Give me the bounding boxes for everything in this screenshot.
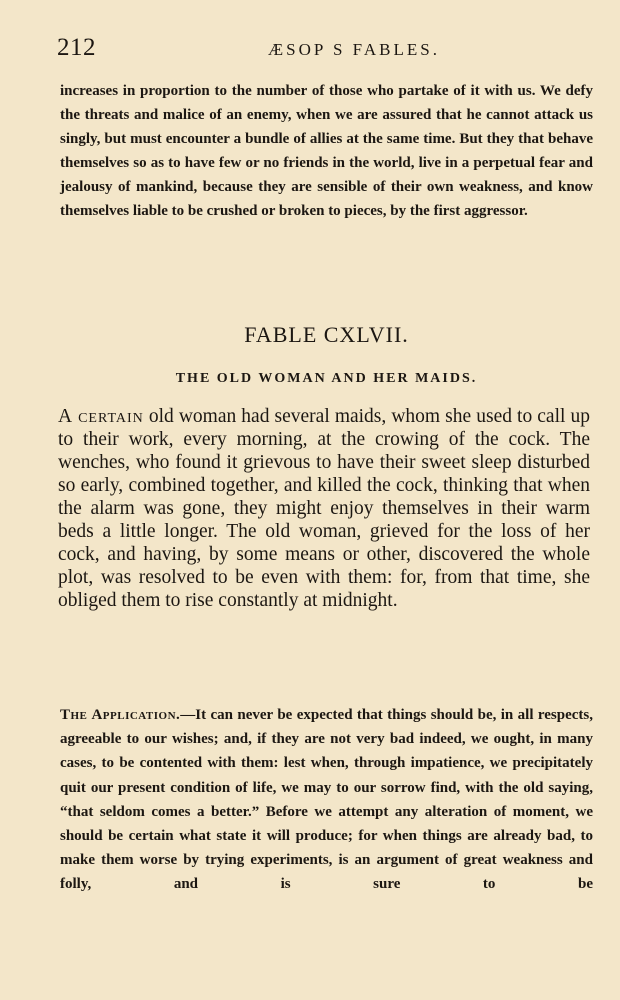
- fable-body-text: old woman had several maids, whom she used to call up to their work, every morning, at the crowing of the cock. The wenches, who found it grievous to have their sweet sleep disturbed so early, combined together, and killed the cock, thinking that when the alarm was gone, they might enjoy themselves in their warm beds a little longer. The old woman, grieved for the loss of her cock, and having, by some means or other, discovered the whole plot, was resolved to be even with them: for, from that time, she obliged them to rise constantly at midnight.: [58, 406, 590, 611]
- page-number: 212: [57, 34, 96, 61]
- intro-paragraph: increases in proportion to the number of those who partake of it with us. We defy the threats and malice of an enemy, when we are assured that he cannot attack us singly, but must encounter a bundle of allies at the same time. But they that behave themselves so as to have few or no friends in the world, live in a perpetual fear and jealousy of mankind, because they are sensible of their own weakness, and know themselves liable to be crushed or broken to pieces, by the first aggressor.: [60, 83, 593, 219]
- fable-body-lead: A certain: [58, 406, 144, 427]
- fable-title: THE OLD WOMAN AND HER MAIDS.: [175, 371, 478, 386]
- running-head: [57, 34, 591, 64]
- application-paragraph: [60, 703, 593, 897]
- fable-number-heading: FABLE CXLVII.: [244, 322, 409, 347]
- application-text: —It can never be expected that things should be, in all respects, agreeable to our wishes; and, if they are not very bad indeed, we ought, in many cases, to be contented with them: lest when, through impatience, we precipitately quit our present condition of life, we may to our sorrow find, with the old saying, “that seldom comes a better.” Before we attempt any alteration of moment, we should be certain what state it will produce; for when things are already bad, to make them worse by trying experiments, is an argument of great weakness and folly, and is sure to be: [60, 707, 594, 893]
- fable-body: [58, 405, 590, 612]
- application-lead: The Application.: [60, 707, 181, 723]
- running-title: ÆSOP S FABLES.: [268, 40, 440, 59]
